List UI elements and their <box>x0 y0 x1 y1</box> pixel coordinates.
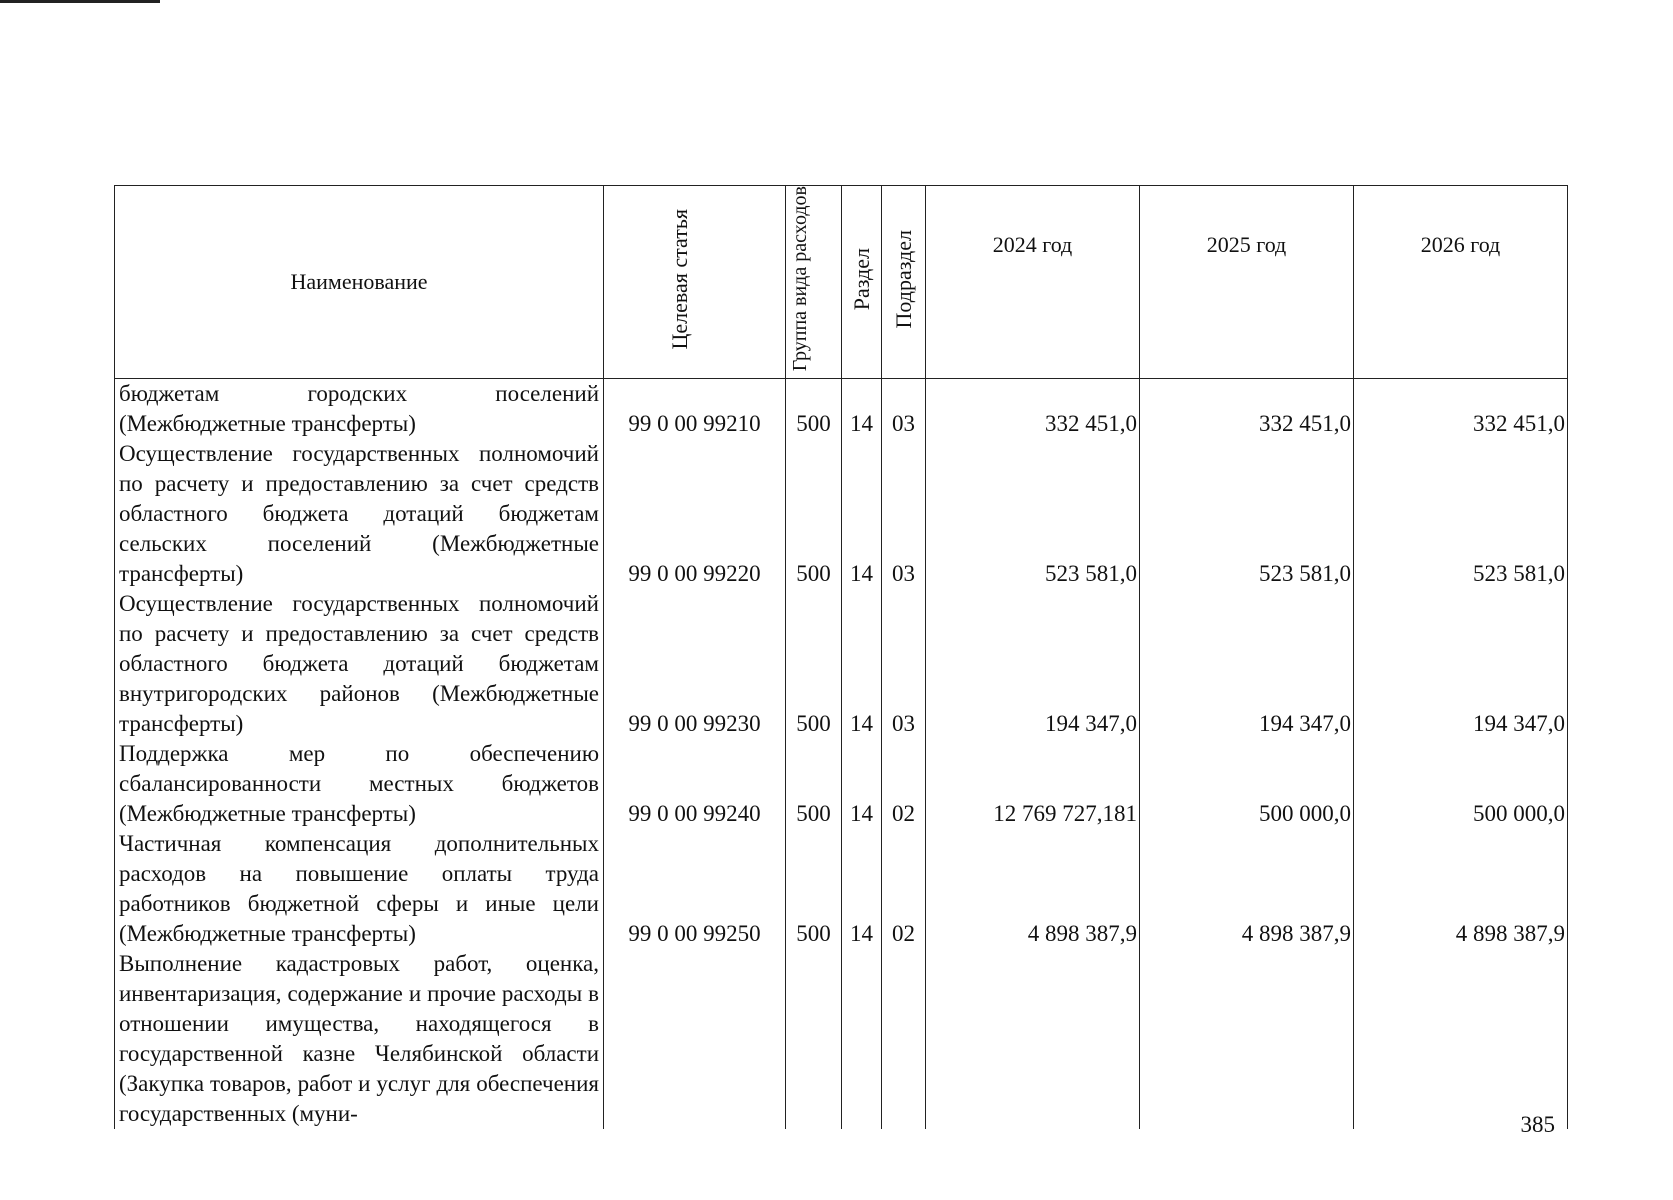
row-expense-group <box>786 949 842 1129</box>
row-section: 14 <box>842 739 882 829</box>
row-amount-2024: 523 581,0 <box>926 439 1140 589</box>
row-section: 14 <box>842 379 882 440</box>
row-subsection: 03 <box>882 439 926 589</box>
row-amount-2026 <box>1354 949 1568 1129</box>
row-expense-group: 500 <box>786 739 842 829</box>
row-name: бюджетам городских поселений (Межбюджетные трансферты) <box>115 379 604 440</box>
table-row <box>115 739 1568 829</box>
budget-table-sheet <box>114 185 1567 1129</box>
header-target-article <box>604 186 786 379</box>
row-amount-2026: 4 898 387,9 <box>1354 829 1568 949</box>
row-subsection: 03 <box>882 379 926 440</box>
scan-edge-mark <box>0 0 160 3</box>
row-target-code: 99 0 00 99250 <box>604 829 786 949</box>
header-subsection <box>882 186 926 379</box>
row-section: 14 <box>842 829 882 949</box>
row-name: Выполнение кадастровых работ, оценка, инвентаризация, содержание и прочие расходы в отношении имущества, находящегося в государственной казне Челябинской области (Закупка товаров, работ и услуг для обеспечения государственных (муни- <box>115 949 604 1129</box>
row-amount-2025: 500 000,0 <box>1140 739 1354 829</box>
row-amount-2025: 332 451,0 <box>1140 379 1354 440</box>
row-section <box>842 949 882 1129</box>
row-subsection <box>882 949 926 1129</box>
row-amount-2025: 523 581,0 <box>1140 439 1354 589</box>
row-amount-2024: 332 451,0 <box>926 379 1140 440</box>
row-amount-2024: 194 347,0 <box>926 589 1140 739</box>
table-row <box>115 589 1568 739</box>
row-name: Осуществление государственных полномочий по расчету и предоставлению за счет средств областного бюджета дотаций бюджетам сельских поселений (Межбюджетные трансферты) <box>115 439 604 589</box>
table-row <box>115 439 1568 589</box>
header-expense-group <box>786 186 842 379</box>
row-amount-2026: 500 000,0 <box>1354 739 1568 829</box>
row-target-code: 99 0 00 99220 <box>604 439 786 589</box>
header-2025: 2025 год <box>1140 186 1354 379</box>
row-amount-2024 <box>926 949 1140 1129</box>
header-2026: 2026 год <box>1354 186 1568 379</box>
row-amount-2025: 4 898 387,9 <box>1140 829 1354 949</box>
row-name: Частичная компенсация дополнительных расходов на повышение оплаты труда работников бюджетной сферы и иные цели (Межбюджетные трансферты) <box>115 829 604 949</box>
row-amount-2026: 332 451,0 <box>1354 379 1568 440</box>
row-subsection: 02 <box>882 739 926 829</box>
header-expense-group-label: Группа вида расходов <box>788 186 811 372</box>
row-amount-2026: 523 581,0 <box>1354 439 1568 589</box>
row-expense-group: 500 <box>786 379 842 440</box>
row-target-code: 99 0 00 99230 <box>604 589 786 739</box>
header-section-label: Раздел <box>848 247 874 311</box>
budget-table <box>114 185 1568 1129</box>
table-row <box>115 829 1568 949</box>
header-2024: 2024 год <box>926 186 1140 379</box>
row-amount-2025 <box>1140 949 1354 1129</box>
row-target-code: 99 0 00 99240 <box>604 739 786 829</box>
row-subsection: 03 <box>882 589 926 739</box>
row-target-code <box>604 949 786 1129</box>
table-header <box>115 186 1568 379</box>
row-subsection: 02 <box>882 829 926 949</box>
header-name: Наименование <box>115 186 604 379</box>
row-amount-2024: 4 898 387,9 <box>926 829 1140 949</box>
row-amount-2026: 194 347,0 <box>1354 589 1568 739</box>
header-section <box>842 186 882 379</box>
table-row <box>115 949 1568 1129</box>
table-row <box>115 379 1568 440</box>
row-name: Осуществление государственных полномочий по расчету и предоставлению за счет средств областного бюджета дотаций бюджетам внутригородских районов (Межбюджетные трансферты) <box>115 589 604 739</box>
row-expense-group: 500 <box>786 829 842 949</box>
row-name: Поддержка мер по обеспечению сбалансированности местных бюджетов (Межбюджетные трансферты) <box>115 739 604 829</box>
header-subsection-label: Подраздел <box>890 229 916 329</box>
row-target-code: 99 0 00 99210 <box>604 379 786 440</box>
row-expense-group: 500 <box>786 439 842 589</box>
row-expense-group: 500 <box>786 589 842 739</box>
row-section: 14 <box>842 439 882 589</box>
header-target-article-label: Целевая статья <box>666 208 692 350</box>
row-amount-2024: 12 769 727,181 <box>926 739 1140 829</box>
row-amount-2025: 194 347,0 <box>1140 589 1354 739</box>
row-section: 14 <box>842 589 882 739</box>
page-number: 385 <box>1520 1112 1555 1137</box>
